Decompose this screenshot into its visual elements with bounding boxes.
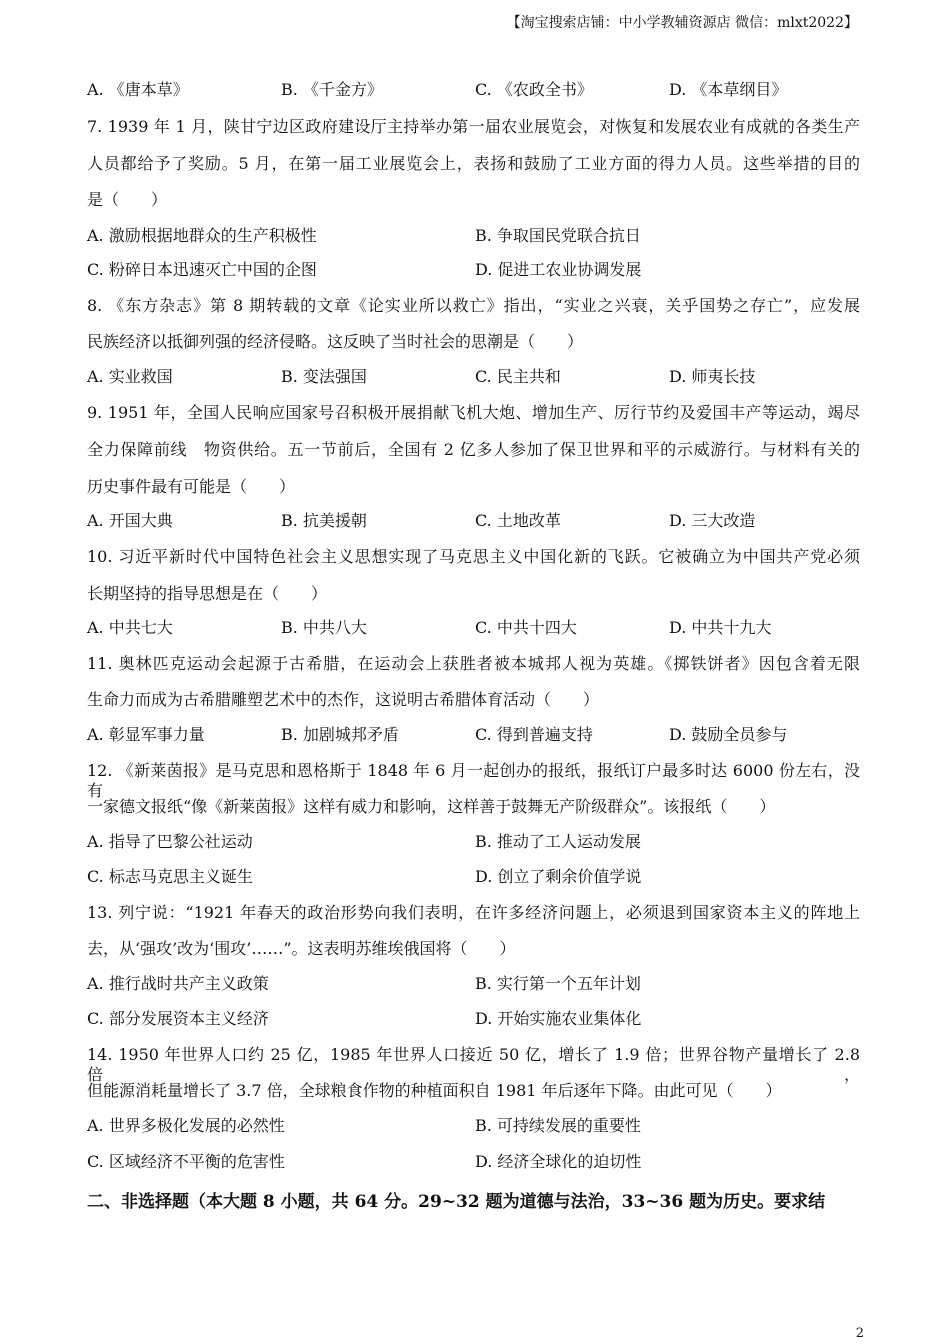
option-b: B. 《千金方》 xyxy=(281,80,383,99)
question-7-line: 是（ ） xyxy=(87,190,168,209)
question-9-option-d: D. 三大改造 xyxy=(669,511,756,530)
question-8-option-a: A. 实业救国 xyxy=(87,367,173,386)
question-12-option-b: B. 推动了工人运动发展 xyxy=(475,832,641,851)
page-header-watermark: 【淘宝搜索店铺：中小学教辅资源店 微信：mlxt2022】 xyxy=(506,15,858,31)
question-10-option-d: D. 中共十九大 xyxy=(669,618,772,637)
question-14-option-d: D. 经济全球化的迫切性 xyxy=(475,1152,642,1171)
question-7-line: 人员都给予了奖励。5 月，在第一届工业展览会上，表扬和鼓励了工业方面的得力人员。这些举措的目的 xyxy=(87,154,860,173)
question-14-option-a: A. 世界多极化发展的必然性 xyxy=(87,1116,285,1135)
question-12-option-a: A. 指导了巴黎公社运动 xyxy=(87,832,253,851)
question-7-option-c: C. 粉碎日本迅速灭亡中国的企图 xyxy=(87,260,317,279)
question-11-option-a: A. 彰显军事力量 xyxy=(87,725,205,744)
question-13-line: 13. 列宁说：“1921 年春天的政治形势向我们表明，在许多经济问题上，必须退到国家资本主义的阵地上 xyxy=(87,903,860,922)
question-9-line: 历史事件最有可能是（ ） xyxy=(87,477,296,496)
question-13-option-d: D. 开始实施农业集体化 xyxy=(475,1009,642,1028)
question-10-option-a: A. 中共七大 xyxy=(87,618,173,637)
question-14-option-c: C. 区域经济不平衡的危害性 xyxy=(87,1152,285,1171)
question-14-line: 14. 1950 年世界人口约 25 亿，1985 年世界人口接近 50 亿，增长了 1.9 倍；世界谷物产量增长了 2.8 倍， xyxy=(87,1045,860,1084)
question-8-line: 民族经济以抵御列强的经济侵略。这反映了当时社会的思潮是（ ） xyxy=(87,332,584,351)
question-10-line: 长期坚持的指导思想是在（ ） xyxy=(87,584,328,603)
question-10-option-b: B. 中共八大 xyxy=(281,618,367,637)
question-10-option-c: C. 中共十四大 xyxy=(475,618,577,637)
question-9-option-b: B. 抗美援朝 xyxy=(281,511,367,530)
question-13-option-a: A. 推行战时共产主义政策 xyxy=(87,974,269,993)
option-a: A. 《唐本草》 xyxy=(87,80,189,99)
question-12-line: 12. 《新莱茵报》是马克思和恩格斯于 1848 年 6 月一起创办的报纸，报纸订户最多时达 6000 份左右，没有 xyxy=(87,761,860,800)
question-13-option-b: B. 实行第一个五年计划 xyxy=(475,974,641,993)
question-11-option-c: C. 得到普遍支持 xyxy=(475,725,593,744)
question-13-line: 去，从‘强攻’改为‘围攻’……”。这表明苏维埃俄国将（ ） xyxy=(87,939,516,958)
option-c: C. 《农政全书》 xyxy=(475,80,593,99)
question-11-option-d: D. 鼓励全员参与 xyxy=(669,725,788,744)
option-d: D. 《本草纲目》 xyxy=(669,80,788,99)
question-9-option-c: C. 土地改革 xyxy=(475,511,561,530)
question-7-line: 7. 1939 年 1 月，陕甘宁边区政府建设厅主持举办第一届农业展览会，对恢复和发展农业有成就的各类生产 xyxy=(87,117,860,136)
question-14-option-b: B. 可持续发展的重要性 xyxy=(475,1116,641,1135)
question-8-line: 8. 《东方杂志》第 8 期转载的文章《论实业所以救亡》指出，“实业之兴衰，关乎国势之存亡”，应发展 xyxy=(87,296,860,315)
question-9-line: 全力保障前线 物资供给。五一节前后，全国有 2 亿多人参加了保卫世界和平的示威游行。与材料有关的 xyxy=(87,440,860,459)
question-12-option-c: C. 标志马克思主义诞生 xyxy=(87,867,253,886)
question-14-line: 但能源消耗量增长了 3.7 倍，全球粮食作物的种植面积自 1981 年后逐年下降。由此可见（ ） xyxy=(87,1081,782,1100)
question-8-option-d: D. 师夷长技 xyxy=(669,367,756,386)
question-8-option-b: B. 变法强国 xyxy=(281,367,367,386)
question-12-line: 一家德文报纸“像《新莱茵报》这样有威力和影响，这样善于鼓舞无产阶级群众”。该报纸（ ） xyxy=(87,797,776,816)
question-7-option-a: A. 激励根据地群众的生产积极性 xyxy=(87,226,317,245)
question-9-option-a: A. 开国大典 xyxy=(87,511,173,530)
question-8-option-c: C. 民主共和 xyxy=(475,367,561,386)
question-11-line: 生命力而成为古希腊雕塑艺术中的杰作，这说明古希腊体育活动（ ） xyxy=(87,690,600,709)
section-heading: 二、非选择题（本大题 8 小题，共 64 分。29~32 题为道德与法治，33~36 题为历史。要求结 xyxy=(87,1192,826,1212)
question-9-line: 9. 1951 年，全国人民响应国家号召积极开展捐献飞机大炮、增加生产、厉行节约及爱国丰产等运动，竭尽 xyxy=(87,403,860,422)
question-10-line: 10. 习近平新时代中国特色社会主义思想实现了马克思主义中国化新的飞跃。它被确立为中国共产党必须 xyxy=(87,547,860,566)
page-number: 2 xyxy=(855,1326,864,1341)
question-11-line: 11. 奥林匹克运动会起源于古希腊，在运动会上获胜者被本城邦人视为英雄。《掷铁饼者》因包含着无限 xyxy=(87,654,860,673)
question-7-option-b: B. 争取国民党联合抗日 xyxy=(475,226,641,245)
question-7-option-d: D. 促进工农业协调发展 xyxy=(475,260,642,279)
question-12-option-d: D. 创立了剩余价值学说 xyxy=(475,867,642,886)
question-13-option-c: C. 部分发展资本主义经济 xyxy=(87,1009,269,1028)
question-11-option-b: B. 加剧城邦矛盾 xyxy=(281,725,399,744)
